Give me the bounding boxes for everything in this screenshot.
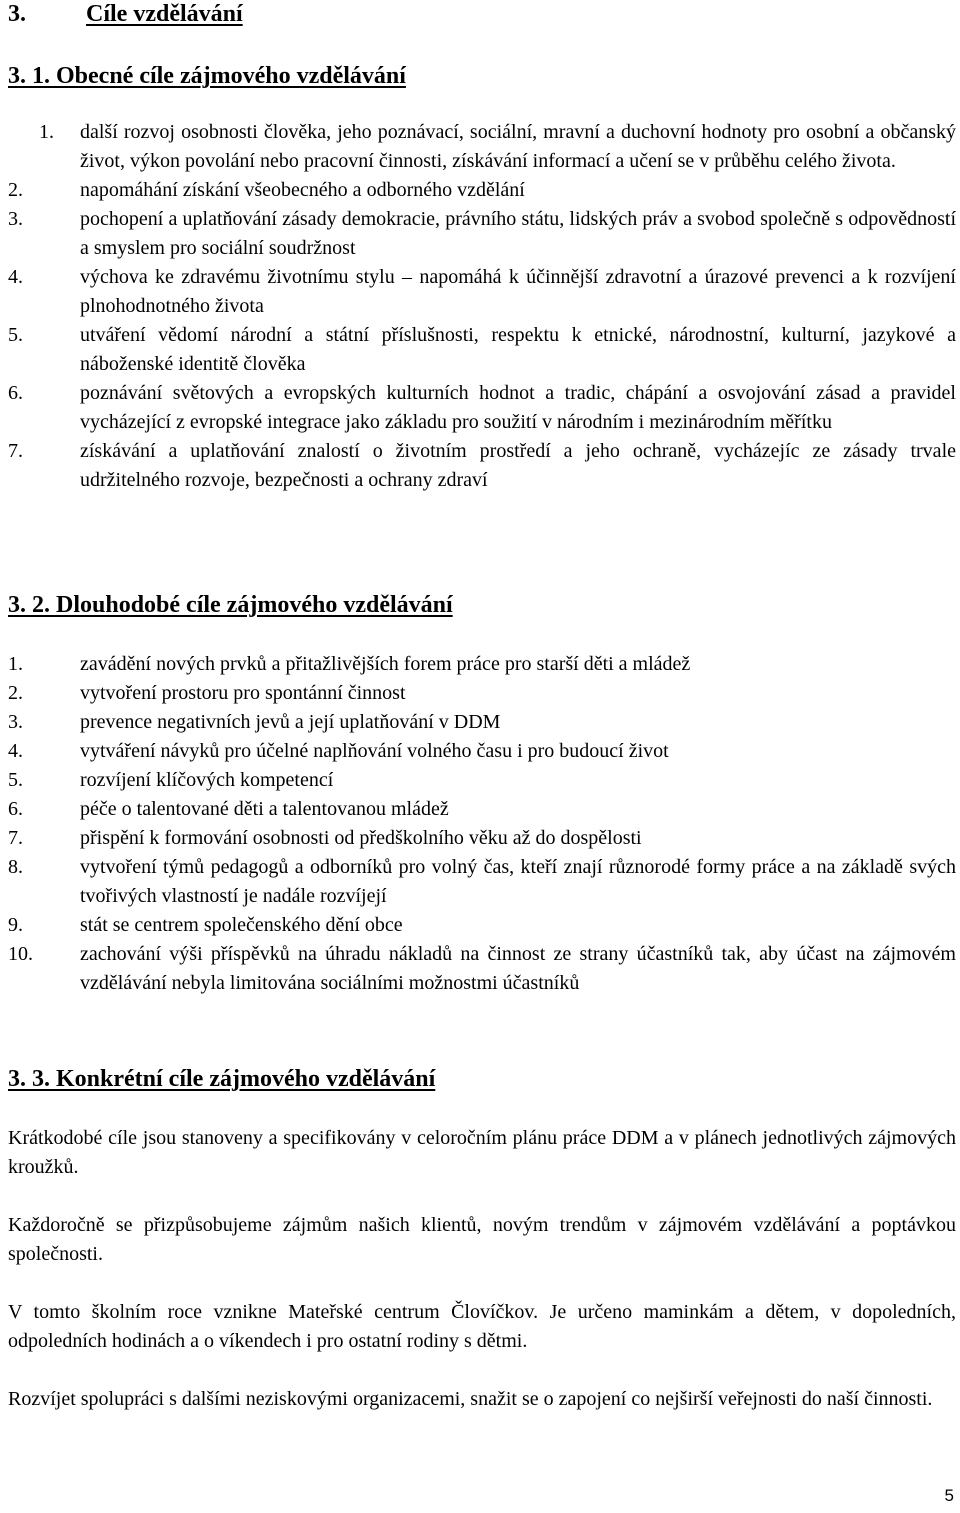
list-item [8,737,956,766]
item-number: 1. [39,121,54,143]
list-item [8,708,956,737]
item-number: 2. [8,682,23,704]
list-item [8,321,956,379]
item-text: získávání a uplatňování znalostí o životním prostředí a jeho ochraně, vycházejíc ze zásady trvale udržitelného rozvoje, bezpečnosti a ochrany zdraví [80,440,956,491]
list-item [8,911,956,940]
list-item [8,766,956,795]
item-text: péče o talentované děti a talentovanou mládež [80,798,449,820]
main-heading [8,0,243,28]
list-item [8,437,956,495]
section-3-heading: 3. 3. Konkrétní cíle zájmového vzdělávání [8,1066,436,1092]
list-item [8,940,956,998]
item-text: vytvoření týmů pedagogů a odborníků pro volný čas, kteří znají různorodé formy práce a na základě svých tvořivých vlastností je nadále rozvíjejí [80,856,956,907]
section-1-heading: 3. 1. Obecné cíle zájmového vzdělávání [8,63,406,89]
item-text: vytvoření prostoru pro spontánní činnost [80,682,406,704]
item-text: stát se centrem společenského dění obce [80,914,403,936]
item-text: zachování výši příspěvků na úhradu nákladů na činnost ze strany účastníků tak, aby účast na zájmovém vzdělávání nebyla limitována sociálními možnostmi účastníků [80,943,956,994]
main-heading-title: Cíle vzdělávání [86,1,243,27]
item-number: 9. [8,914,23,936]
item-text: prevence negativních jevů a její uplatňování v DDM [80,711,501,733]
item-number: 7. [8,827,23,849]
item-number: 4. [8,266,23,288]
list-item [8,176,956,205]
paragraph: V tomto školním roce vznikne Mateřské centrum Človíčkov. Je určeno maminkám a dětem, v dopoledních, odpoledních hodinách a o víkendech i pro ostatní rodiny s dětmi. [8,1301,956,1352]
main-heading-number: 3. [8,1,26,27]
item-text: další rozvoj osobnosti člověka, jeho poznávací, sociální, mravní a duchovní hodnoty pro osobní a občanský život, výkon povolání nebo pracovní činnosti, získávání informací a učení se v průběhu celého života. [80,121,956,172]
list-item [8,824,956,853]
item-number: 6. [8,798,23,820]
item-number: 1. [8,653,23,675]
general-goals-list [8,118,956,495]
list-item [8,379,956,437]
item-number: 5. [8,769,23,791]
item-number: 3. [8,208,23,230]
paragraph: Krátkodobé cíle jsou stanoveny a specifikovány v celoročním plánu práce DDM a v plánech jednotlivých zájmových kroužků. [8,1127,956,1178]
list-item [8,263,956,321]
section-2-heading: 3. 2. Dlouhodobé cíle zájmového vzdělávání [8,592,453,618]
item-number: 7. [8,440,23,462]
item-text: vytváření návyků pro účelné naplňování volného času i pro budoucí život [80,740,669,762]
item-text: zavádění nových prvků a přitažlivějších forem práce pro starší děti a mládež [80,653,691,675]
list-item [8,205,956,263]
item-number: 5. [8,324,23,346]
list-item [8,679,956,708]
item-text: poznávání světových a evropských kulturních hodnot a tradic, chápání a osvojování zásad a pravidel vycházející z evropské integrace jako základu pro soužití v národním i mezinárodním měřítku [80,382,956,433]
item-text: přispění k formování osobnosti od předškolního věku až do dospělosti [80,827,642,849]
long-term-goals-list [8,650,956,998]
paragraph: Každoročně se přizpůsobujeme zájmům našich klientů, novým trendům v zájmovém vzdělávání a poptávkou společnosti. [8,1214,956,1265]
item-number: 8. [8,856,23,878]
item-text: rozvíjení klíčových kompetencí [80,769,334,791]
item-number: 2. [8,179,23,201]
item-text: pochopení a uplatňování zásady demokracie, právního státu, lidských práv a svobod společně s odpovědností a smyslem pro sociální soudržnost [80,208,956,259]
item-text: výchova ke zdravému životnímu stylu – napomáhá k účinnější zdravotní a úrazové prevenci a k rozvíjení plnohodnotného života [80,266,956,317]
paragraph: Rozvíjet spolupráci s dalšími neziskovými organizacemi, snažit se o zapojení co nejširší veřejnosti do naší činnosti. [8,1388,933,1410]
item-number: 6. [8,382,23,404]
item-text: napomáhání získání všeobecného a odborného vzdělání [80,179,525,201]
item-number: 3. [8,711,23,733]
list-item [8,795,956,824]
list-item [8,118,956,176]
item-number: 4. [8,740,23,762]
list-item [8,853,956,911]
page-number: 5 [944,1486,954,1505]
item-number: 10. [8,943,33,965]
list-item [8,650,956,679]
item-text: utváření vědomí národní a státní příslušnosti, respektu k etnické, národnostní, kulturní, jazykové a náboženské identitě člověka [80,324,956,375]
